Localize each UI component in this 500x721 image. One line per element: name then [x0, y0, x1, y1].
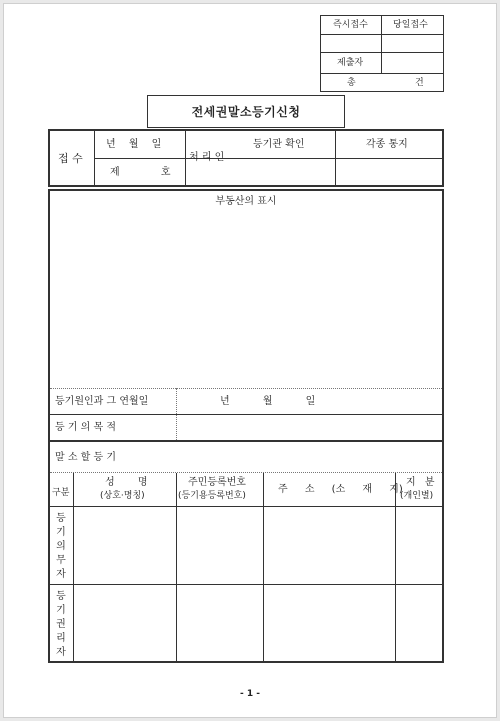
- cause-date-label: 년 월 일: [220, 396, 316, 407]
- total-label: 총: [347, 78, 356, 88]
- holder-label: 등기권리자: [56, 591, 66, 658]
- header-id: 주민등록번호: [188, 477, 246, 488]
- form-title: 전세권말소등기신청: [191, 105, 301, 119]
- receipt-number-label: 제 호: [110, 167, 171, 178]
- document-page: [3, 3, 497, 718]
- same-day-label: 즉시접수: [333, 20, 368, 30]
- receipt-date-label: 년 월 일: [106, 139, 162, 150]
- header-name: 성 명: [105, 477, 148, 488]
- obligor-label: 등기의무자: [56, 513, 66, 580]
- receipt-section: [48, 129, 444, 187]
- processor-label: 처 리 인: [189, 152, 225, 163]
- purpose-label: 등 기 의 목 적: [55, 422, 117, 433]
- stamp-box: [320, 15, 444, 92]
- property-section-title: 부동산의 표시: [215, 196, 277, 207]
- cause-label: 등기원인과 그 연월일: [55, 396, 149, 407]
- cancel-target-label: 말 소 할 등 기: [55, 452, 117, 463]
- receipt-label: 접 수: [58, 152, 83, 165]
- title-box: [147, 95, 345, 128]
- header-id-sub: (등기용등록번호): [178, 491, 246, 501]
- submitter-label: 제출자: [337, 58, 364, 68]
- page-number: - 1 -: [240, 689, 260, 699]
- count-unit-label: 건: [415, 78, 424, 88]
- header-name-sub: (상호·명칭): [100, 491, 145, 501]
- header-share: 지 분: [406, 477, 435, 488]
- registrar-check-label: 등기관 확인: [253, 139, 305, 150]
- header-share-sub: (개인별): [400, 491, 434, 501]
- header-category: 구분: [52, 488, 70, 498]
- header-address: 주 소 (소 재 지): [278, 484, 403, 495]
- main-form: [48, 189, 444, 663]
- same-day-name-label: 당일접수: [393, 20, 428, 30]
- notice-label: 각종 통지: [366, 139, 408, 150]
